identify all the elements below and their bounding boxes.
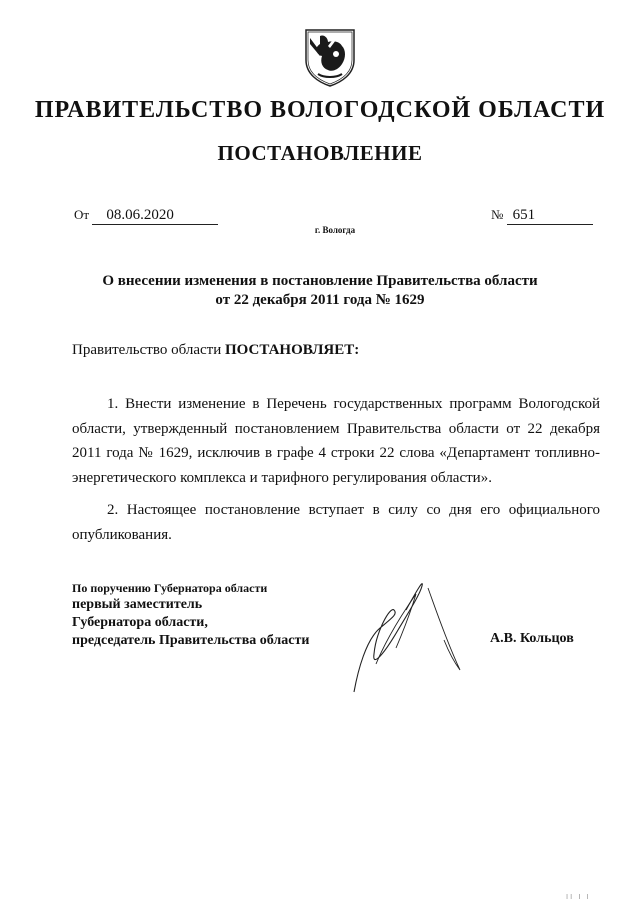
signatory-line-2: первый заместитель	[72, 597, 203, 612]
signer-name: А.В. Кольцов	[490, 631, 574, 646]
handwritten-signature	[336, 570, 486, 700]
number-value: 651	[507, 207, 593, 225]
subject-line-2: от 22 декабря 2011 года № 1629	[215, 292, 425, 308]
signatory-block	[72, 580, 309, 650]
coat-of-arms-emblem	[298, 24, 362, 88]
document-subject	[60, 272, 580, 310]
document-type: ПОСТАНОВЛЕНИЕ	[217, 141, 423, 165]
signatory-line-4: председатель Правительства области	[72, 633, 310, 648]
page-marks: II I I	[566, 893, 591, 901]
date-field	[74, 207, 218, 225]
number-prefix: №	[491, 207, 504, 222]
subject-line-1: О внесении изменения в постановление Правительства области	[102, 273, 538, 289]
government-title: ПРАВИТЕЛЬСТВО ВОЛОГОДСКОЙ ОБЛАСТИ	[34, 97, 606, 123]
city-label: г. Вологда	[314, 225, 356, 235]
date-value: 08.06.2020	[92, 207, 218, 225]
resolution-intro-bold: ПОСТАНОВЛЯЕТ:	[224, 342, 360, 358]
paragraph-2: 2. Настоящее постановление вступает в силу со дня его официального опубликования.	[72, 502, 600, 543]
signatory-line-3: Губернатора области,	[72, 615, 208, 630]
signatory-line-1: По поручению Губернатора области	[72, 581, 268, 595]
resolution-intro	[72, 342, 359, 359]
resolution-intro-text: Правительство области	[72, 342, 222, 358]
number-field	[491, 207, 593, 225]
paragraph-1: 1. Внести изменение в Перечень государственных программ Вологодской области, утвержденный постановлением Правительства области от 22 декабря 2011 года № 1629, исключив в графе 4 строки 22 слова «Департамент топливно-энергетического комплекса и тарифного регулирования области».	[72, 396, 600, 486]
date-prefix: От	[74, 207, 90, 222]
vologda-coat-of-arms-icon	[298, 24, 362, 88]
